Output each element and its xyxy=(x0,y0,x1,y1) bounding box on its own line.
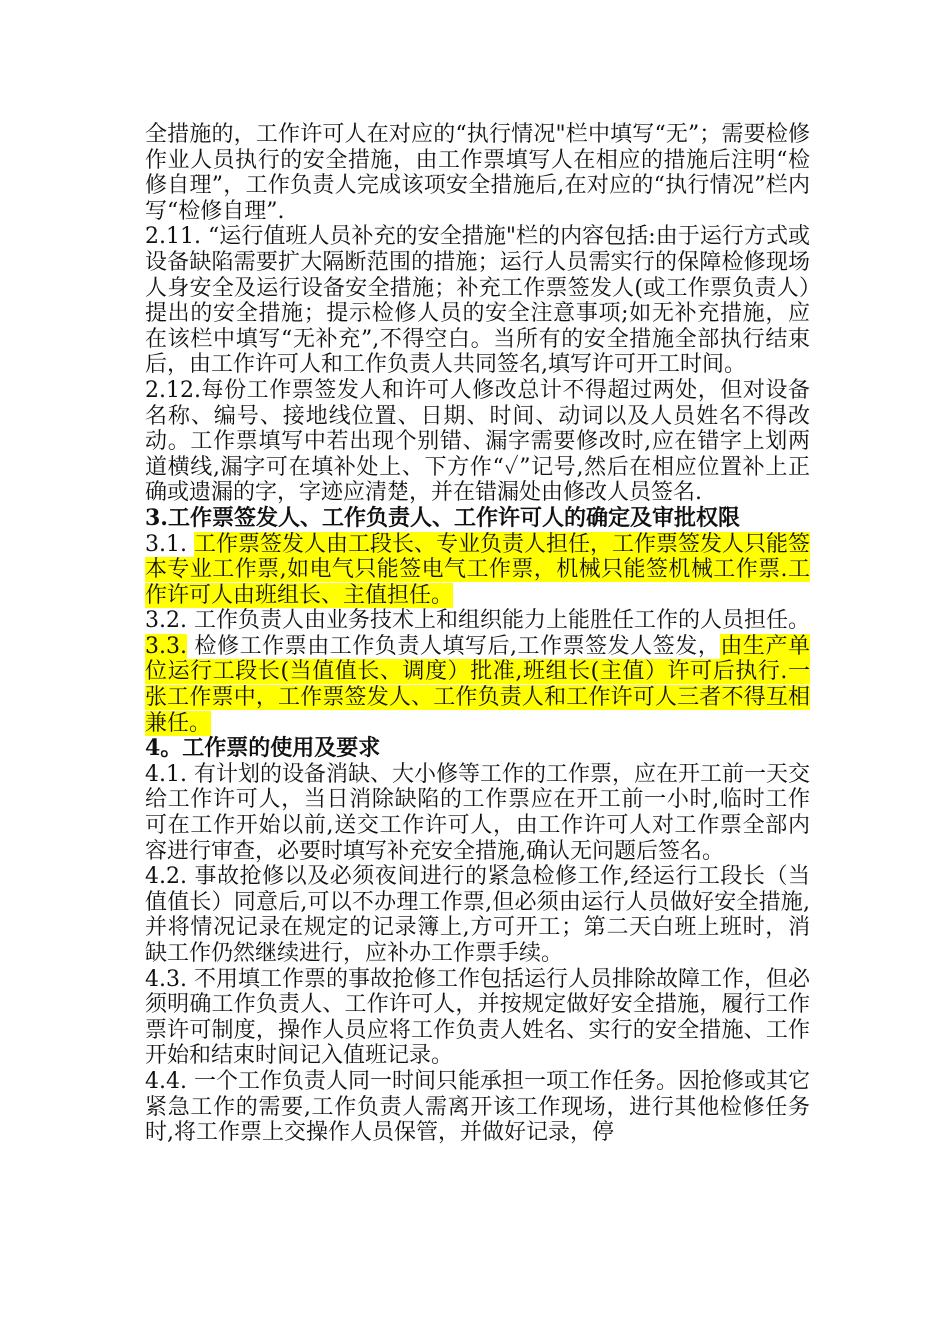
section-heading-4: 4。工作票的使用及要求 xyxy=(145,735,381,762)
paragraph-3-1 xyxy=(145,532,810,609)
paragraph-4-4: 4.4. 一个工作负责人同一时间只能承担一项工作任务。因抢修或其它紧急工作的需要,工作负责人需离开该工作现场，进行其他检修任务时,将工作票上交操作人员保管，并做好记录，停 xyxy=(145,1068,810,1146)
paragraph-2-10-continued: 全措施的，工作许可人在对应的“执行情况"栏中填写“无”；需要检修作业人员执行的安全措施，由工作票填写人在相应的措施后注明“检修自理”，工作负责人完成该项安全措施后,在对应的“执行情况”栏内写“检修自理”. xyxy=(145,122,810,224)
document-page xyxy=(145,122,810,1146)
section-heading-3: 3.工作票签发人、工作负责人、工作许可人的确定及审批权限 xyxy=(145,504,740,531)
paragraph-2-11: 2.11. “运行值班人员补充的安全措施"栏的内容包括:由于运行方式或设备缺陷需要扩大隔断范围的措施；运行人员需实行的保障检修现场人身安全及运行设备安全措施；补充工作票签发人(或工作票负责人）提出的安全措施；提示检修人员的安全注意事项;如无补充措施，应在该栏中填写“无补充”,不得空白。当所有的安全措施全部执行结束后，由工作许可人和工作负责人共同签名,填写许可开工时间。 xyxy=(145,224,810,378)
paragraph-2-12: 2.12.每份工作票签发人和许可人修改总计不得超过两处，但对设备名称、编号、接地线位置、日期、时间、动词以及人员姓名不得改动。工作票填写中若出现个别错、漏字需要修改时,应在错字上划两道横线,漏字可在填补处上、下方作“✓”记号,然后在相应位置补上正确或遗漏的字，字迹应清楚，并在错漏处由修改人员签名. xyxy=(145,377,810,506)
highlighted-text-3-3: 由生产单位运行工段长(当值值长、调度）批准,班组长(主值）许可后执行.一张工作票中，工作票签发人、工作负责人和工作许可人三者不得互相兼任。 xyxy=(145,633,810,736)
paragraph-3-3-number: 3.3. xyxy=(145,633,187,659)
paragraph-4-1: 4.1. 有计划的设备消缺、大小修等工作的工作票，应在开工前一天交给工作许可人，当日消除缺陷的工作票应在开工前一小时,临时工作可在工作开始以前,送交工作许可人，由工作许可人对工作票全部内容进行审查，必要时填写补充安全措施,确认无问题后签名。 xyxy=(145,761,810,864)
highlighted-text-3-1: 工作票签发人由工段长、专业负责人担任，工作票签发人只能签本专业工作票,如电气只能签电气工作票，机械只能签机械工作票.工作许可人由班组长、主值担任。 xyxy=(145,531,810,608)
paragraph-4-3: 4.3. 不用填工作票的事故抢修工作包括运行人员排除故障工作，但必须明确工作负责人、工作许可人，并按规定做好安全措施，履行工作票许可制度，操作人员应将工作负责人姓名、实行的安全措施、工作开始和结束时间记入值班记录。 xyxy=(145,966,810,1069)
paragraph-3-3 xyxy=(145,634,810,736)
paragraph-3-3-plain: 检修工作票由工作负责人填写后,工作票签发人签发， xyxy=(186,633,721,659)
paragraph-3-1-number: 3.1. xyxy=(145,531,194,557)
paragraph-4-2: 4.2. 事故抢修以及必须夜间进行的紧急检修工作,经运行工段长（当值值长）同意后,可以不办理工作票,但必须由运行人员做好安全措施,并将情况记录在规定的记录簿上,方可开工；第二天白班上班时，消缺工作仍然继续进行，应补办工作票手续。 xyxy=(145,864,810,966)
paragraph-3-2: 3.2. 工作负责人由业务技术上和组织能力上能胜任工作的人员担任。 xyxy=(145,608,810,634)
